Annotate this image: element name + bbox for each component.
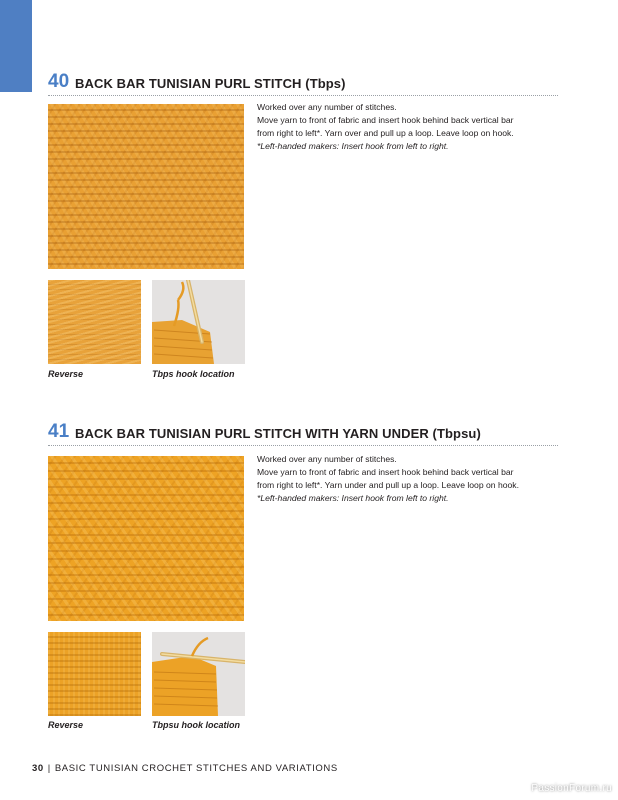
dotted-rule bbox=[48, 95, 558, 96]
desc-line: from right to left*. Yarn under and pull up a loop. Leave loop on hook. bbox=[257, 480, 519, 490]
desc-line: Worked over any number of stitches. bbox=[257, 454, 397, 464]
page-number: 30 bbox=[32, 763, 44, 774]
desc-line: Worked over any number of stitches. bbox=[257, 102, 397, 112]
section-number: 40 bbox=[48, 71, 70, 92]
left-handed-note: *Left-handed makers: Insert hook from left to right. bbox=[257, 141, 449, 151]
caption-hook-location: Tbpsu hook location bbox=[152, 720, 240, 730]
section-40-header bbox=[48, 72, 558, 96]
section-41-header bbox=[48, 422, 558, 446]
section-number: 41 bbox=[48, 421, 70, 442]
running-title: BASIC TUNISIAN CROCHET STITCHES AND VARIATIONS bbox=[54, 763, 338, 774]
watermark: PassionForum.ru bbox=[531, 783, 612, 794]
caption-reverse: Reverse bbox=[48, 369, 84, 379]
section-title: BACK BAR TUNISIAN PURL STITCH (Tbps) bbox=[75, 76, 346, 91]
swatch-photo-reverse bbox=[48, 632, 141, 716]
dotted-rule bbox=[48, 445, 558, 446]
hook-location-photo bbox=[152, 632, 245, 716]
left-handed-note: *Left-handed makers: Insert hook from left to right. bbox=[257, 493, 449, 503]
footer-separator: | bbox=[47, 763, 51, 774]
swatch-photo-main bbox=[48, 104, 244, 269]
section-41-description bbox=[257, 453, 557, 505]
desc-line: Move yarn to front of fabric and insert hook behind back vertical bar bbox=[257, 115, 514, 125]
hook-illustration bbox=[152, 280, 245, 364]
desc-line: from right to left*. Yarn over and pull up a loop. Leave loop on hook. bbox=[257, 128, 514, 138]
swatch-photo-main bbox=[48, 456, 244, 621]
hook-illustration bbox=[152, 632, 245, 716]
section-40-description bbox=[257, 101, 557, 153]
corner-color-tab bbox=[0, 0, 32, 92]
section-title: BACK BAR TUNISIAN PURL STITCH WITH YARN UNDER (Tbpsu) bbox=[75, 426, 481, 441]
desc-line: Move yarn to front of fabric and insert hook behind back vertical bar bbox=[257, 467, 514, 477]
caption-reverse: Reverse bbox=[48, 720, 84, 730]
swatch-photo-reverse bbox=[48, 280, 141, 364]
page-footer bbox=[32, 763, 338, 774]
caption-hook-location: Tbps hook location bbox=[152, 369, 235, 379]
hook-location-photo bbox=[152, 280, 245, 364]
